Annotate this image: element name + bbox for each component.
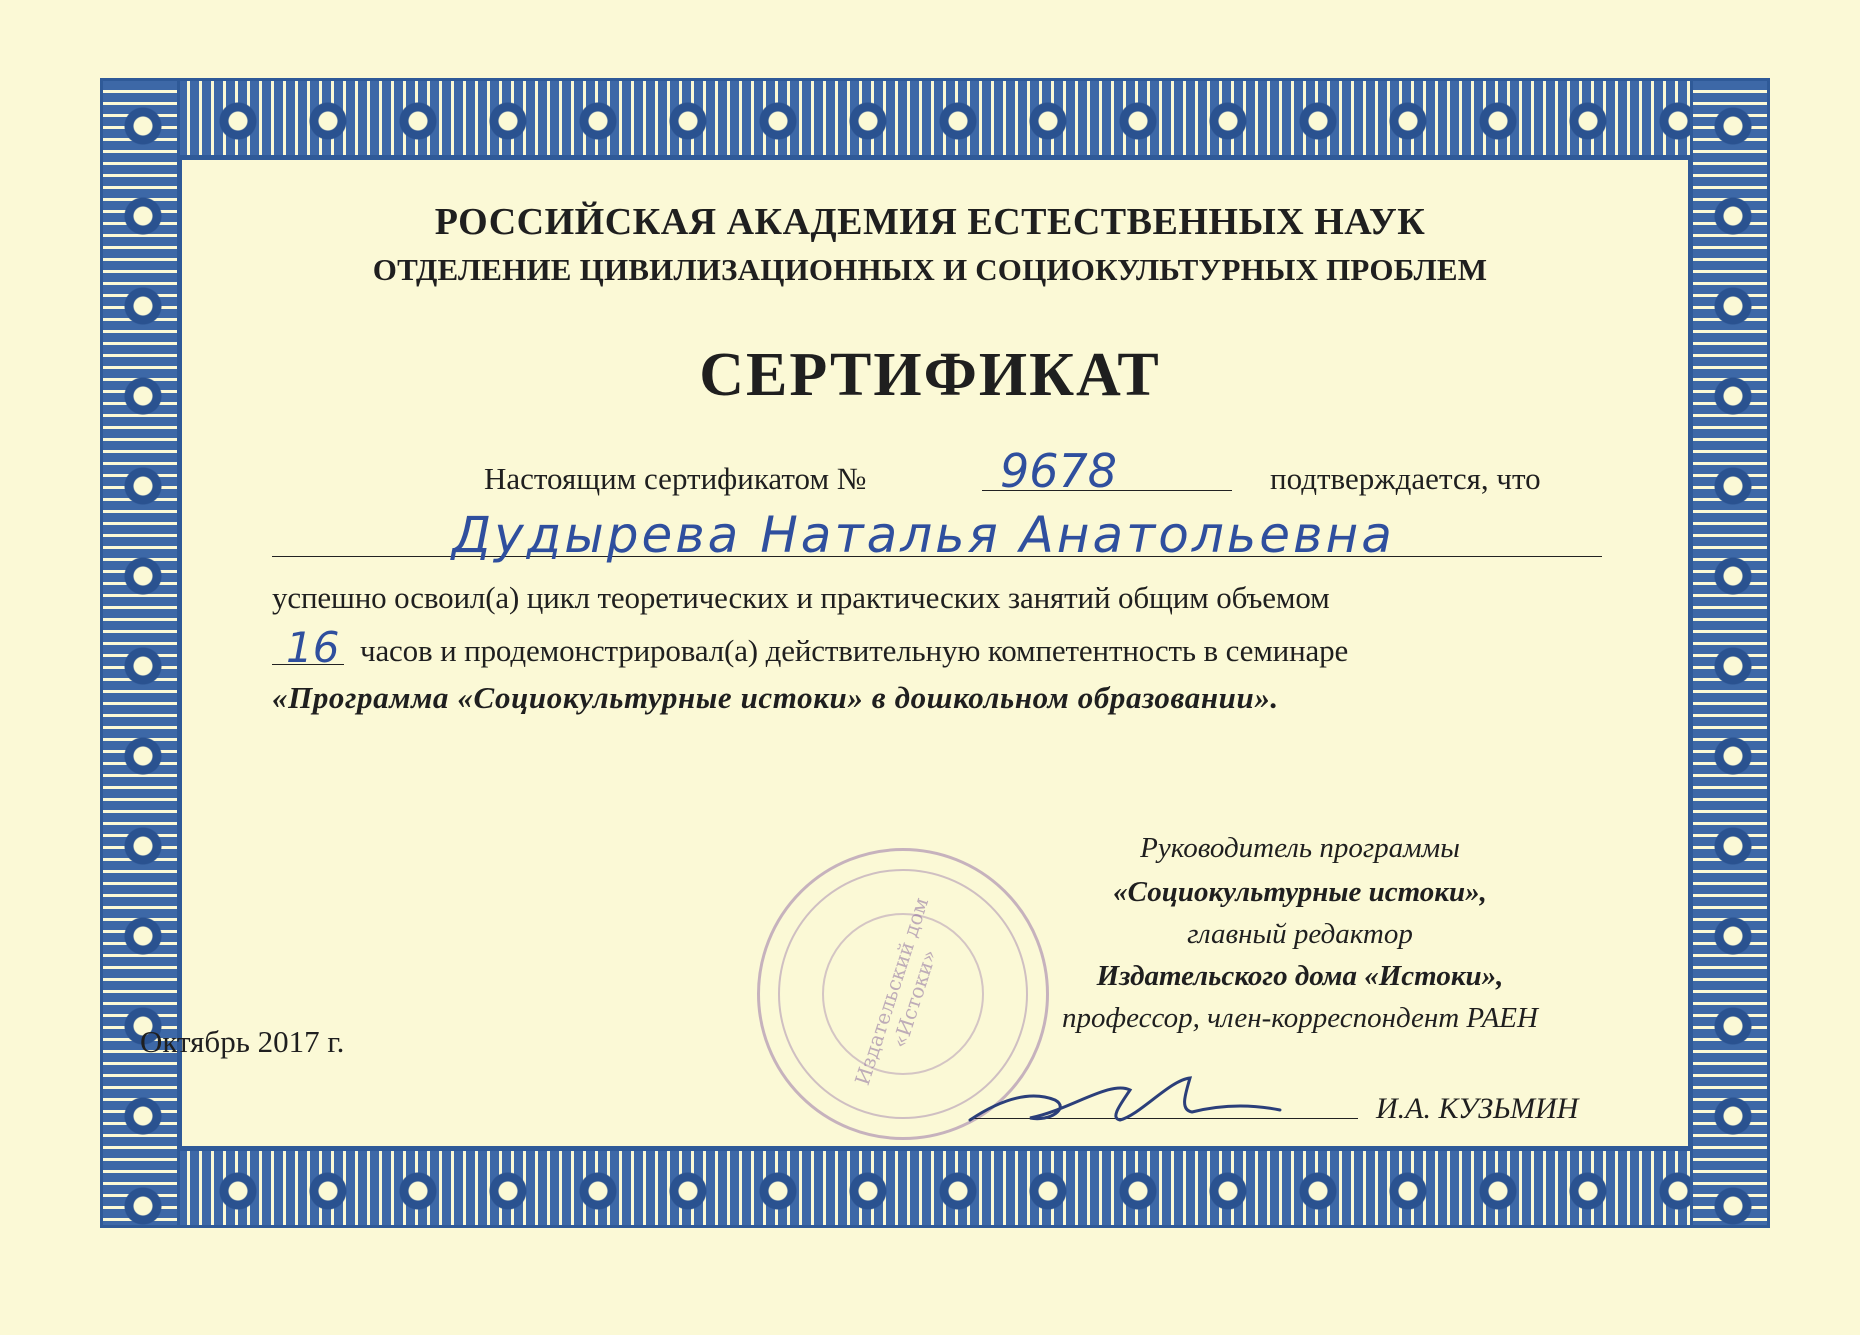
border-right: [1690, 78, 1770, 1228]
signatory-position: главный редактор: [1187, 918, 1413, 950]
hours-value: 16: [286, 623, 340, 672]
course-description: успешно освоил(а) цикл теоретических и практических занятий общим объемом: [272, 580, 1330, 615]
org-line-2: ОТДЕЛЕНИЕ ЦИВИЛИЗАЦИОННЫХ И СОЦИОКУЛЬТУРНЫХ ПРОБЛЕМ: [372, 252, 1488, 287]
signatory-role: Руководитель программы: [1140, 832, 1460, 864]
signatory-name: И.А. КУЗЬМИН: [1376, 1092, 1579, 1125]
confirms-text: подтверждается, что: [1270, 461, 1541, 496]
issue-date: Октябрь 2017 г.: [140, 1024, 345, 1059]
handwritten-signature: [960, 1060, 1290, 1140]
certificate-number: 9678: [1000, 444, 1118, 498]
org-line-1: РОССИЙСКАЯ АКАДЕМИЯ ЕСТЕСТВЕННЫХ НАУК: [434, 201, 1426, 243]
signatory-publisher: Издательского дома «Истоки»,: [1096, 960, 1504, 992]
seal-text: Издательский дом «Истоки»: [849, 894, 942, 1089]
signatory-title: профессор, член-корреспондент РАЕН: [1062, 1002, 1538, 1034]
program-name: «Программа «Социокультурные истоки» в дошкольном образовании».: [272, 680, 1279, 715]
intro-text: Настоящим сертификатом №: [484, 461, 867, 496]
signatory-program: «Социокультурные истоки»,: [1113, 876, 1487, 908]
certificate-title: СЕРТИФИКАТ: [699, 341, 1161, 409]
border-top: [100, 78, 1770, 158]
competence-text: часов и продемонстрировал(а) действительную компетентность в семинаре: [360, 633, 1349, 668]
border-bottom: [100, 1148, 1770, 1228]
recipient-name: Дудырева Наталья Анатольевна: [452, 506, 1395, 564]
